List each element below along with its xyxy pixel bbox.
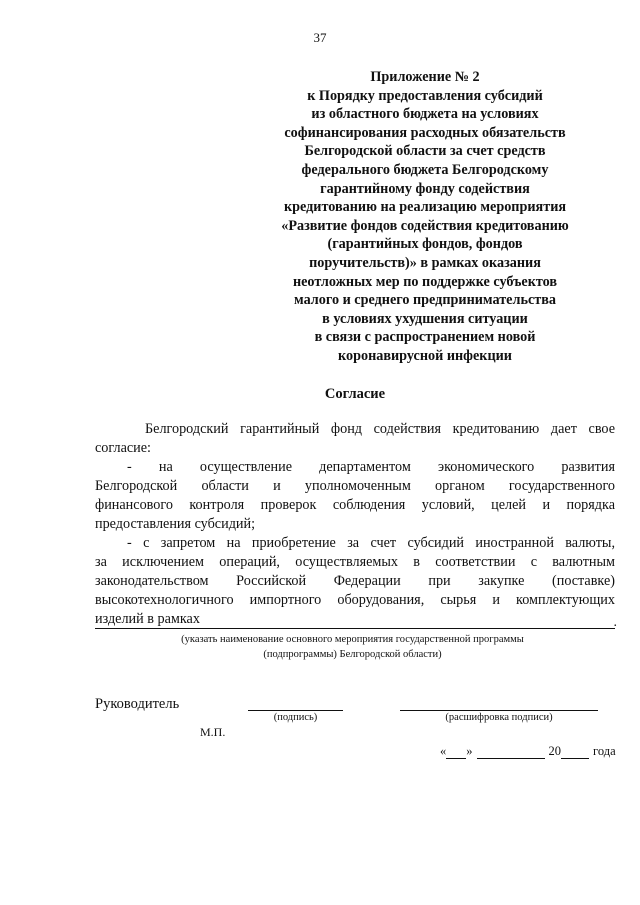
year-field[interactable] <box>561 746 589 759</box>
body-line: за исключением операций, осуществляемых в соответствии с валютным <box>95 554 615 570</box>
body-line: - с запретом на приобретение за счет субсидий иностранной валюты, <box>127 535 615 551</box>
appendix-line: коронавирусной инфекции <box>338 347 512 364</box>
appendix-header <box>255 68 595 366</box>
consent-title: Согласие <box>324 386 386 402</box>
appendix-line: к Порядку предоставления субсидий <box>307 87 543 104</box>
appendix-line: поручительств)» в рамках оказания <box>309 254 541 271</box>
signature-decode-field[interactable] <box>400 696 598 711</box>
body-line: финансового контроля проверок соблюдения условий, целей и порядка <box>95 497 615 513</box>
signature-decode-caption: (расшифровка подписи) <box>445 712 553 723</box>
body-line: Белгородской области и уполномоченным органом государственного <box>95 478 615 494</box>
body-line: законодательством Российской Федерации при закупке (поставке) <box>95 573 615 589</box>
appendix-line: в связи с распространением новой <box>314 329 536 346</box>
date-row <box>440 744 616 759</box>
date-close-quote: » <box>466 744 473 758</box>
stamp-place-label: М.П. <box>200 725 226 739</box>
consent-body <box>95 420 615 629</box>
appendix-line: Приложение № 2 <box>370 69 480 85</box>
body-line: изделий в рамках <box>95 611 200 627</box>
body-line: согласие: <box>95 440 151 456</box>
body-line: - на осуществление департаментом экономического развития <box>127 459 615 475</box>
appendix-line: малого и среднего предпринимательства <box>294 292 556 309</box>
body-line: предоставления субсидий; <box>95 516 256 532</box>
appendix-line: неотложных мер по поддержке субъектов <box>292 273 558 290</box>
line-end-mark: . <box>613 615 617 630</box>
appendix-line: из областного бюджета на условиях <box>311 106 539 123</box>
appendix-line: софинансирования расходных обязательств <box>284 124 566 141</box>
program-name-field-continued[interactable] <box>95 614 617 630</box>
year-century: 20 <box>548 744 561 758</box>
caption-line: (подпрограммы) Белгородской области) <box>263 649 442 660</box>
appendix-line: «Развитие фондов содействия кредитованию <box>281 217 569 234</box>
body-line: Белгородский гарантийный фонд содействия кредитованию дает свое <box>145 421 615 437</box>
caption-line: (указать наименование основного мероприятия государственной программы <box>181 634 524 645</box>
appendix-line: Белгородской области за счет средств <box>304 143 546 160</box>
page-number: 37 <box>313 30 327 45</box>
signature-caption: (подпись) <box>273 712 318 723</box>
appendix-line: кредитованию на реализацию мероприятия <box>283 199 567 216</box>
appendix-line: в условиях ухудшения ситуации <box>322 310 528 327</box>
month-field[interactable] <box>477 746 545 759</box>
appendix-line: (гарантийных фондов, фондов <box>327 236 523 253</box>
appendix-line: гарантийному фонду содействия <box>320 180 530 197</box>
signer-role: Руководитель <box>95 696 180 712</box>
date-open-quote: « <box>440 744 447 758</box>
signature-field[interactable] <box>248 696 343 711</box>
program-name-caption <box>95 632 610 662</box>
year-word: года <box>593 744 616 758</box>
body-line: высокотехнологичного импортного оборудования, сырья и комплектующих <box>95 592 615 608</box>
day-field[interactable] <box>446 746 466 759</box>
appendix-line: федерального бюджета Белгородскому <box>301 161 549 178</box>
